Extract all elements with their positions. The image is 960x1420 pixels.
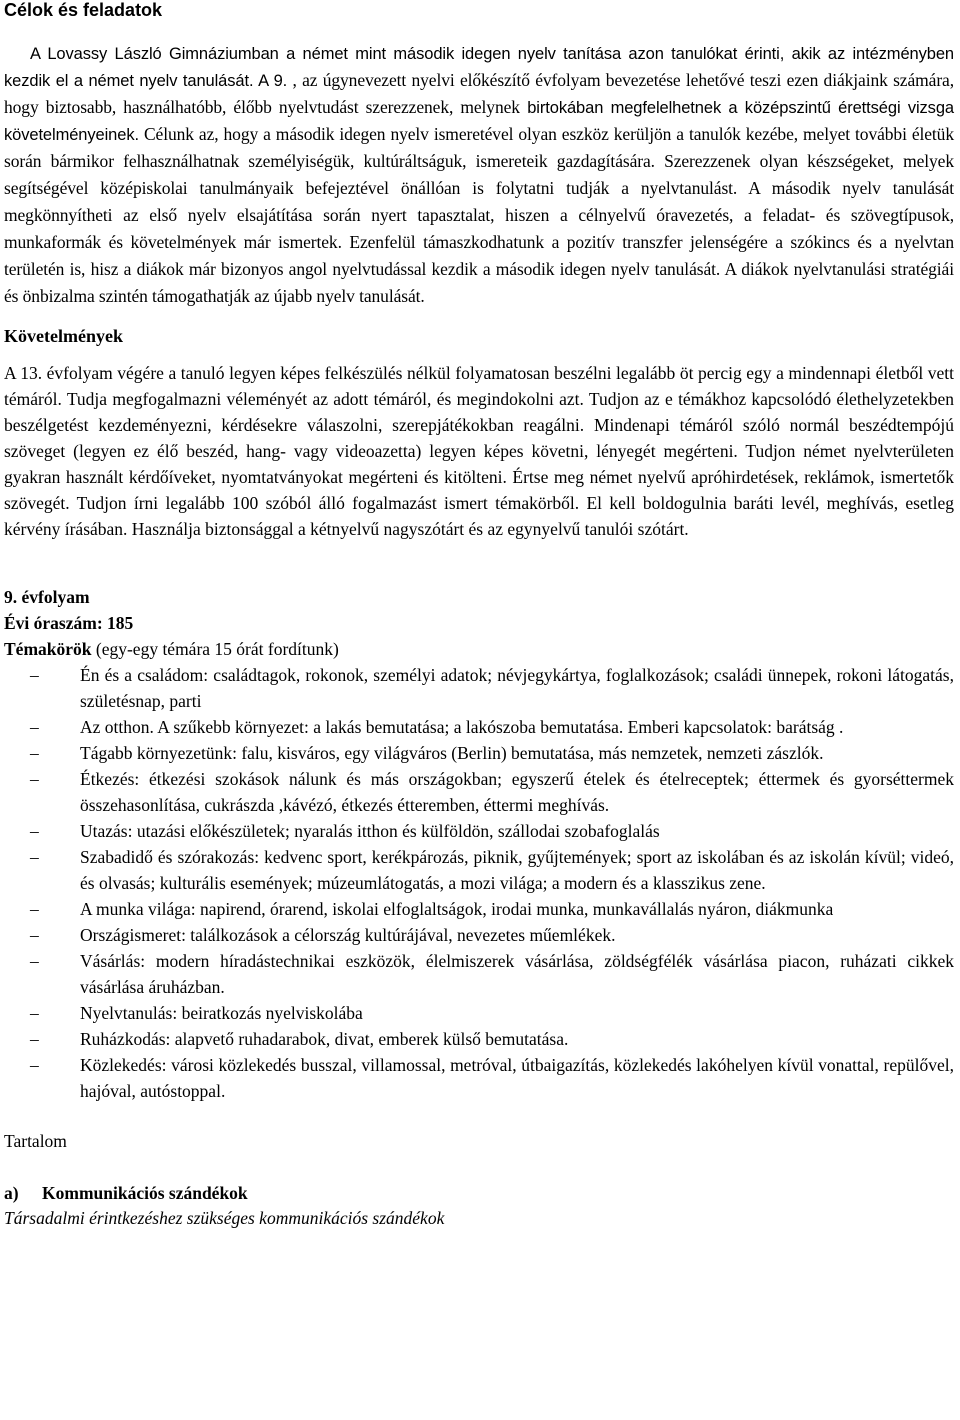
list-item [4,766,954,818]
topic-text: Nyelvtanulás: beiratkozás nyelviskolába [80,1003,363,1023]
section-a-title: Kommunikációs szándékok [42,1183,248,1203]
grade-section [4,584,954,1104]
topics-list [4,662,954,1104]
list-item [4,1026,954,1052]
topics-label: Témakörök [4,639,92,659]
list-item [4,948,954,1000]
page-heading: Célok és feladatok [4,0,163,20]
dash-bullet: – [30,717,39,737]
dash-bullet: – [30,821,39,841]
dash-bullet: – [30,1029,39,1049]
dash-bullet: – [30,1055,39,1075]
requirements-heading: Követelmények [4,326,123,346]
section-a-label: a) [4,1183,19,1203]
list-item [4,844,954,896]
list-item [4,662,954,714]
topic-text: Az otthon. A szűkebb környezet: a lakás bemutatása; a lakószoba bemutatása. Emberi kapcsolatok: barátság . [80,717,844,737]
dash-bullet: – [30,847,39,867]
intro-paragraph [4,41,954,310]
topic-text: Étkezés: étkezési szokások nálunk és más országokban; egyszerű ételek és ételreceptek; éttermek és gyorséttermek összehasonlítása, cukrászda ,kávézó, étkezés étteremben, éttermi meghívás. [80,769,954,815]
topic-text: Tágabb környezetünk: falu, kisváros, egy világváros (Berlin) bemutatása, más nemzetek, nemzeti zászlók. [80,743,824,763]
list-item [4,740,954,766]
dash-bullet: – [30,951,39,971]
section-a-heading [4,1180,954,1206]
grade-year: 9. évfolyam [4,587,90,607]
intro-text-2: , az úgynevezett nyelvi előkészítő évfolyam bevezetése lehetővé teszi ezen diákjaink számára, hogy biztosabb, használhatóbb, élőbb nyelvtudást szerezzenek, melynek [4,70,954,117]
dash-bullet: – [30,1003,39,1023]
dash-bullet: – [30,769,39,789]
requirements-paragraph: A 13. évfolyam végére a tanuló legyen képes felkészülés nélkül folyamatosan beszélni legalább öt percig egy a mindennapi életből vett témáról. Tudja megfogalmazni véleményét az adott témáról, és megindokolni azt. Tudjon az e témákhoz kapcsolódó élethelyzetekben beszélgetést kezdeményezni, kérdésekre válaszolni, szerepjátékokban reagálni. Mindenapi témáról szóló normál beszédtempójú szöveget (legyen ez élő beszéd, hang- vagy videoazetta) legyen képes követni, lényegét megérteni. Tudjon német nyelvterületen gyakran használt kérdőíveket, nyomtatványokat megérteni és kitölteni. Értse meg német nyelvű apróhirdetések, reklámok, ismertetők szövegét. Tudjon írni legalább 100 szóból álló fogalmazást ismert témakörből. El kell boldogulnia baráti levél, meghívás, esetleg kérvény írásában. Használja biztonsággal a kétnyelvű nagyszótárt és az egynyelvű tanulói szótárt. [4,363,954,539]
list-item [4,1000,954,1026]
intro-text-3: birtokában megfelelhetnek a középszintű érettségi vizsga követelményeinek. [4,99,954,144]
topics-header [4,636,954,662]
topic-text: Én és a családom: családtagok, rokonok, személyi adatok; névjegykártya, foglalkozások; családi ünnepek, rokoni látogatás, születésnap, parti [80,665,954,711]
topic-text: Szabadidő és szórakozás: kedvenc sport, kerékpározás, piknik, gyűjtemények; sport az iskolában és az iskolán kívül; videó, és olvasás; kulturális események; múzeumlátogatás, a mozi világa; a modern és a klasszikus zene. [80,847,954,893]
list-item [4,714,954,740]
dash-bullet: – [30,899,39,919]
dash-bullet: – [30,665,39,685]
topic-text: Közlekedés: városi közlekedés busszal, villamossal, metróval, útbaigazítás, közlekedés lakóhelyen kívül vonattal, repülővel, hajóval, autóstoppal. [80,1055,954,1101]
topic-text: Ruházkodás: alapvető ruhadarabok, divat, emberek külső bemutatása. [80,1029,569,1049]
topic-text: A munka világa: napirend, órarend, iskolai elfoglaltságok, irodai munka, munkavállalás nyáron, diákmunka [80,899,834,919]
topics-note: (egy-egy témára 15 órát fordítunk) [91,639,339,659]
list-item [4,1052,954,1104]
intro-text-4: Célunk az, hogy a második idegen nyelv ismeretével olyan eszköz kerüljön a tanulók kezébe, melyet további életük során bármikor felhasználhatnak személyiségük, kultúráltságuk, ismereteik gazdagítására. Szerezzenek olyan készségeket, melyek segítségével középiskolai tanulmányaik befejeztével önállóan is folytatni tudják a nyelvtanulást. A második nyelv tanulását megkönnyítheti az első nyelv elsajátítása során nyert tapasztalat, hiszen a célnyelvű óravezetés, a feladat- és szövegtípusok, munkaformák és követelmények már ismertek. Ezenfelül támaszkodhatunk a pozitív transzfer jelenségére a szókincs és a nyelvtan területén is, hisz a diákok már bizonyos angol nyelvtudással kezdik a második idegen nyelv tanulását. A diákok nyelvtanulási stratégiái és önbizalma szintén támogathatják az újabb nyelv tanulását. [4,124,954,306]
topic-text: Utazás: utazási előkészületek; nyaralás itthon és külföldön, szállodai szobafoglalás [80,821,660,841]
list-item [4,896,954,922]
intro-text-1: A Lovassy László Gimnáziumban a német mint második idegen nyelv tanítása azon tanulókat érinti, akik az intézményben kezdik el a német nyelv tanulását. A 9. [4,45,954,90]
list-item [4,818,954,844]
list-item [4,922,954,948]
contents-heading: Tartalom [4,1131,67,1151]
dash-bullet: – [30,743,39,763]
section-a-subtitle: Társadalmi érintkezéshez szükséges kommunikációs szándékok [4,1208,445,1228]
grade-hours: Évi óraszám: 185 [4,613,134,633]
topic-text: Vásárlás: modern híradástechnikai eszközök, élelmiszerek vásárlása, zöldségfélék vásárlása piacon, ruházati cikkek vásárlása áruházban. [80,951,954,997]
topic-text: Országismeret: találkozások a célország kultúrájával, nevezetes műemlékek. [80,925,616,945]
dash-bullet: – [30,925,39,945]
